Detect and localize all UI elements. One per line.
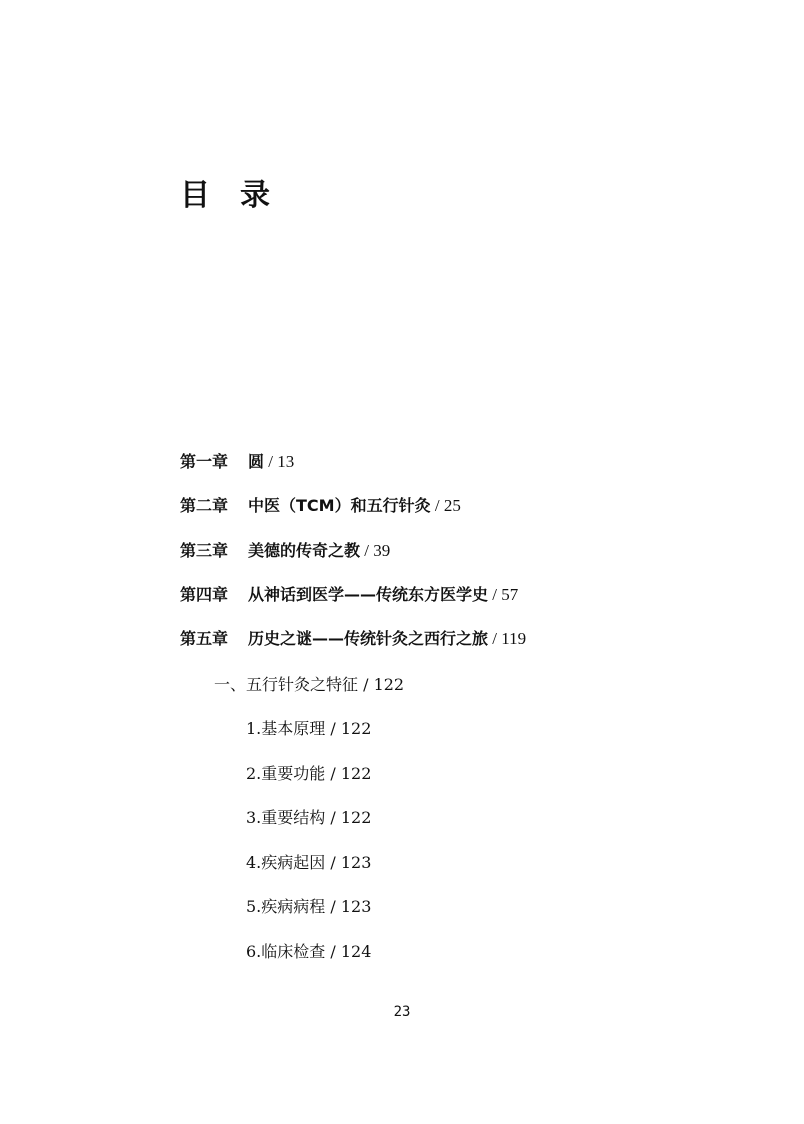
chapter-title: 美德的传奇之教 (248, 541, 361, 560)
chapter-page: 13 (277, 452, 295, 471)
toc-subsection-5[interactable]: 5.疾病病程 / 123 (246, 897, 372, 916)
chapter-separator: / (264, 452, 278, 471)
chapter-separator: / (488, 629, 502, 648)
toc-subsection-6[interactable]: 6.临床检查 / 124 (246, 942, 372, 961)
chapter-page: 119 (501, 629, 527, 648)
chapter-page: 25 (443, 496, 461, 515)
chapter-page: 39 (373, 541, 391, 560)
chapter-number: 第三章 (180, 541, 229, 560)
chapter-title: 圆 (248, 452, 265, 471)
page-number: 23 (393, 1004, 411, 1020)
toc-subsection-2[interactable]: 2.重要功能 / 122 (246, 764, 372, 783)
chapter-number: 第四章 (180, 585, 229, 604)
chapter-title: 从神话到医学——传统东方医学史 (248, 585, 489, 604)
chapter-title: 历史之谜——传统针灸之西行之旅 (248, 629, 489, 648)
chapter-separator: / (360, 541, 374, 560)
chapter-separator: / (430, 496, 444, 515)
toc-section-1[interactable]: 一、五行针灸之特征 / 122 (214, 675, 405, 694)
chapter-title: 中医（TCM）和五行针灸 (248, 496, 431, 515)
toc-chapter-2[interactable] (180, 494, 461, 518)
toc-subsection-4[interactable]: 4.疾病起因 / 123 (246, 853, 372, 872)
toc-chapter-3[interactable] (180, 539, 390, 563)
chapter-number: 第五章 (180, 629, 229, 648)
toc-chapter-5[interactable] (180, 627, 526, 651)
chapter-page: 57 (501, 585, 519, 604)
chapter-number: 第一章 (180, 452, 229, 471)
toc-chapter-1[interactable] (180, 450, 294, 474)
toc-subsection-3[interactable]: 3.重要结构 / 122 (246, 808, 372, 827)
toc-chapter-4[interactable] (180, 583, 518, 607)
page-title: 目录 (180, 178, 300, 213)
chapter-number: 第二章 (180, 496, 229, 515)
toc-subsection-1[interactable]: 1.基本原理 / 122 (246, 719, 372, 738)
chapter-separator: / (488, 585, 502, 604)
